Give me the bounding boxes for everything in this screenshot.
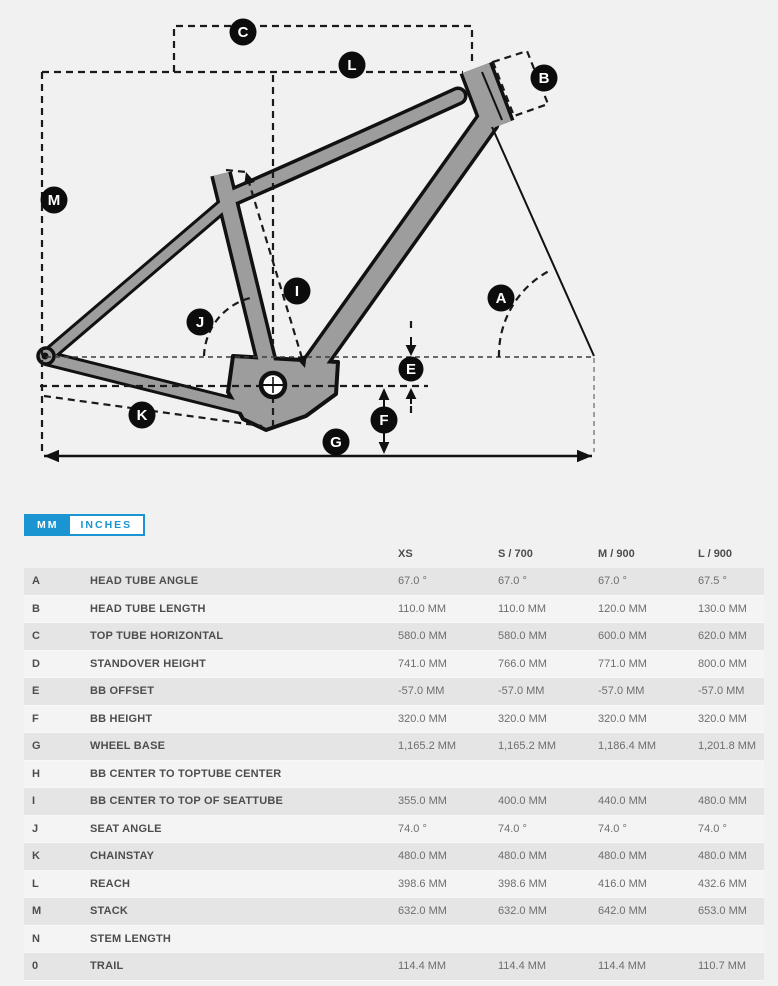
row-letter: E [32, 685, 40, 697]
table-row [24, 843, 764, 871]
table-row [24, 926, 764, 954]
row-name: SEAT ANGLE [90, 822, 162, 835]
row-value: 320.0 MM [698, 712, 747, 725]
row-name: TOP TUBE HORIZONTAL [90, 630, 224, 642]
row-value: 74.0 ° [598, 822, 627, 835]
svg-text:A: A [495, 290, 507, 307]
row-name: STANDOVER HEIGHT [90, 657, 207, 670]
row-value: 320.0 MM [598, 712, 647, 725]
row-value: 114.4 MM [398, 960, 447, 972]
row-letter: 0 [32, 960, 39, 972]
row-value: 110.0 MM [498, 602, 547, 615]
dim-badge-j [187, 309, 214, 336]
dim-badge-f [371, 407, 398, 434]
row-name: HEAD TUBE LENGTH [90, 602, 206, 615]
row-value: 741.0 MM [398, 657, 447, 670]
row-value: 620.0 MM [698, 630, 747, 642]
dim-badge-l [339, 52, 366, 79]
row-letter: N [32, 932, 40, 945]
table-row [24, 596, 764, 624]
row-name: WHEEL BASE [90, 740, 166, 752]
unit-toggle [24, 514, 145, 536]
svg-text:G: G [330, 434, 342, 451]
mm-tab[interactable]: MM [26, 516, 70, 534]
bb-marker [259, 373, 287, 397]
row-letter: M [32, 905, 42, 917]
steering-axis-line [492, 127, 594, 356]
row-value: 67.0 ° [598, 575, 627, 587]
table-row [24, 953, 764, 981]
table-row [24, 816, 764, 844]
row-value: 74.0 ° [498, 822, 527, 835]
table-row [24, 706, 764, 734]
row-name: CHAINSTAY [90, 850, 155, 862]
row-value: 440.0 MM [598, 795, 647, 807]
row-letter: H [32, 767, 40, 780]
table-row [24, 623, 764, 651]
row-letter: I [32, 795, 36, 807]
row-value: 74.0 ° [698, 822, 727, 835]
table-row [24, 733, 764, 761]
table-row [24, 871, 764, 899]
table-row [24, 651, 764, 679]
dim-badge-c [230, 19, 257, 46]
row-value: 600.0 MM [598, 630, 647, 642]
row-name: STEM LENGTH [90, 932, 172, 945]
svg-text:B: B [538, 70, 550, 87]
svg-text:F: F [379, 412, 389, 429]
row-value: 1,201.8 MM [698, 740, 757, 752]
dim-c-line [174, 26, 472, 72]
row-value: 1,165.2 MM [498, 740, 557, 752]
row-value: -57.0 MM [398, 685, 445, 697]
row-value: 580.0 MM [398, 630, 447, 642]
row-value: 1,165.2 MM [398, 740, 457, 752]
row-value: 800.0 MM [698, 657, 747, 670]
svg-text:J: J [195, 314, 205, 331]
row-value: -57.0 MM [498, 685, 545, 697]
row-letter: L [32, 877, 39, 890]
row-letter: G [32, 740, 41, 752]
column-header-xs: XS [398, 548, 413, 560]
dimension-arrowheads [44, 172, 592, 462]
svg-text:C: C [237, 24, 249, 41]
row-letter: J [32, 822, 39, 835]
row-value: 1,186.4 MM [598, 740, 657, 752]
row-letter: F [32, 712, 39, 725]
row-letter: K [32, 850, 40, 862]
dim-badge-b [531, 65, 558, 92]
row-value: 320.0 MM [398, 712, 447, 725]
row-letter: D [32, 657, 40, 670]
row-name: REACH [90, 877, 131, 890]
row-value: 480.0 MM [498, 850, 547, 862]
row-value: 653.0 MM [698, 905, 747, 917]
dim-badge-g [323, 429, 350, 456]
row-name: BB OFFSET [90, 685, 155, 697]
dim-badge-k [129, 402, 156, 429]
row-value: 114.4 MM [498, 960, 547, 972]
row-name: BB CENTER TO TOPTUBE CENTER [90, 767, 282, 780]
row-value: 114.4 MM [598, 960, 647, 972]
row-letter: A [32, 575, 40, 587]
row-value: 771.0 MM [598, 657, 647, 670]
row-value: 355.0 MM [398, 795, 447, 807]
row-letter: B [32, 602, 40, 615]
row-value: 580.0 MM [498, 630, 547, 642]
table-row [24, 761, 764, 789]
table-row [24, 678, 764, 706]
column-header-s: S / 700 [498, 548, 533, 560]
table-row [24, 898, 764, 926]
dim-badge-e [399, 357, 424, 382]
geometry-table [24, 541, 764, 981]
row-value: 632.0 MM [398, 905, 447, 917]
row-value: 67.5 ° [698, 575, 727, 587]
dim-badge-m [41, 187, 68, 214]
svg-text:I: I [294, 283, 300, 300]
row-value: 642.0 MM [598, 905, 647, 917]
row-name: STACK [90, 905, 129, 917]
row-value: 480.0 MM [698, 795, 747, 807]
row-value: 432.6 MM [698, 877, 747, 890]
svg-text:K: K [136, 407, 148, 424]
row-value: 130.0 MM [698, 602, 747, 615]
row-value: -57.0 MM [598, 685, 645, 697]
row-value: 398.6 MM [398, 877, 447, 890]
dim-badge-a [488, 285, 515, 312]
dim-badge-i [284, 278, 311, 305]
svg-text:M: M [47, 192, 61, 209]
row-value: 67.0 ° [398, 575, 427, 587]
row-name: TRAIL [90, 960, 124, 972]
row-letter: C [32, 630, 40, 642]
dim-a-arc [499, 271, 549, 357]
row-value: 416.0 MM [598, 877, 647, 890]
row-name: BB HEIGHT [90, 712, 153, 725]
row-value: 398.6 MM [498, 877, 547, 890]
inches-tab[interactable]: INCHES [70, 516, 144, 534]
row-value: 120.0 MM [598, 602, 647, 615]
row-value: 110.7 MM [698, 960, 747, 972]
row-value: 74.0 ° [398, 822, 427, 835]
row-value: 632.0 MM [498, 905, 547, 917]
row-value: 766.0 MM [498, 657, 547, 670]
column-header-l: L / 900 [698, 548, 733, 560]
row-value: 480.0 MM [698, 850, 747, 862]
row-name: HEAD TUBE ANGLE [90, 575, 199, 587]
table-row [24, 788, 764, 816]
geometry-table-body [24, 568, 764, 981]
row-value: 400.0 MM [498, 795, 547, 807]
row-name: BB CENTER TO TOP OF SEATTUBE [90, 795, 284, 807]
table-row [24, 568, 764, 596]
row-value: -57.0 MM [698, 685, 745, 697]
row-value: 480.0 MM [398, 850, 447, 862]
row-value: 67.0 ° [498, 575, 527, 587]
row-value: 110.0 MM [398, 602, 447, 615]
row-value: 480.0 MM [598, 850, 647, 862]
row-value: 320.0 MM [498, 712, 547, 725]
geometry-table-header [24, 541, 764, 568]
svg-text:E: E [405, 361, 417, 378]
svg-text:L: L [347, 57, 357, 74]
column-header-m: M / 900 [598, 548, 635, 560]
